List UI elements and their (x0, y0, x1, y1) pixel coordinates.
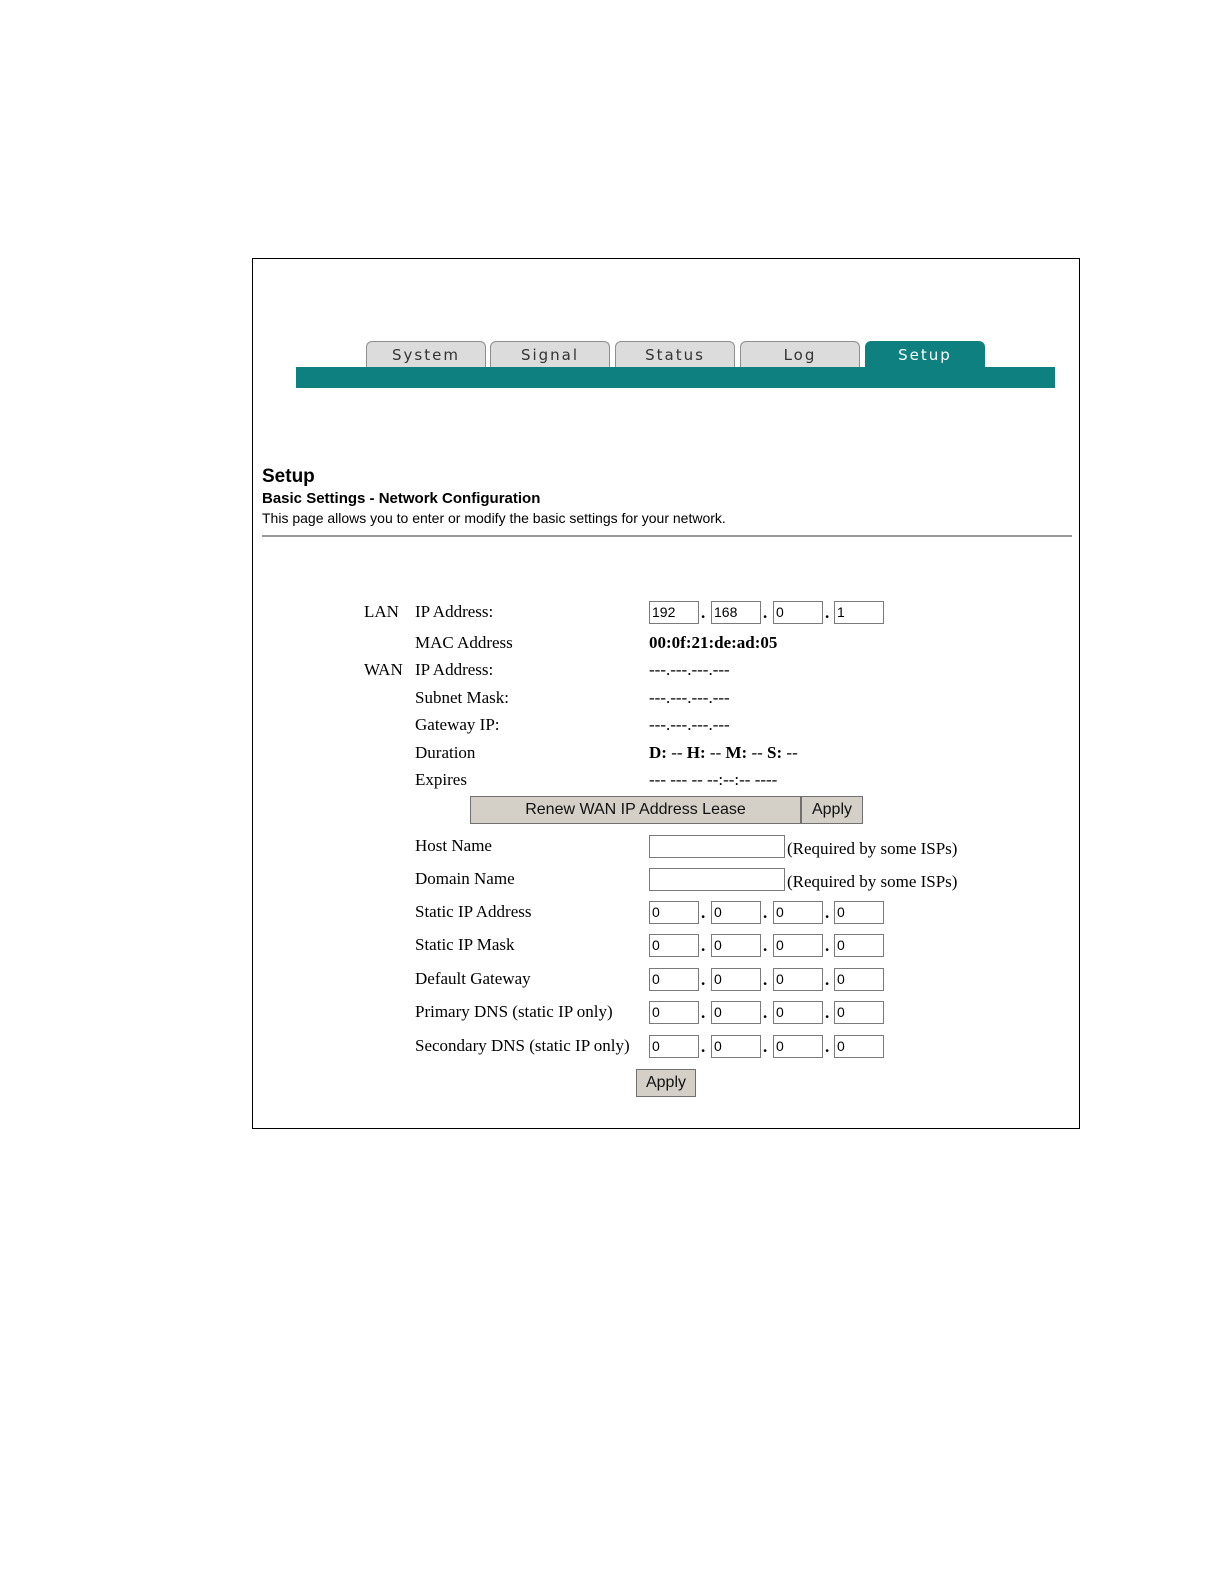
default-gateway-label: Default Gateway (415, 969, 531, 988)
static-mask-octet-2[interactable]: 0 (711, 934, 761, 957)
dot-separator: . (701, 603, 706, 622)
dot-separator: . (701, 936, 706, 955)
secondary-dns-octet-2[interactable]: 0 (711, 1035, 761, 1058)
static-mask-label: Static IP Mask (415, 935, 515, 954)
page-description: This page allows you to enter or modify the basic settings for your network. (262, 510, 726, 526)
nav-bar (296, 367, 1055, 388)
duration-hours-label: H: (686, 743, 706, 762)
tab-setup[interactable]: Setup (865, 341, 985, 367)
secondary-dns-octet-1[interactable]: 0 (649, 1035, 699, 1058)
gateway-ip-value: ---.---.---.--- (649, 715, 730, 734)
duration-days-label: D: (649, 743, 667, 762)
static-ip-label: Static IP Address (415, 902, 532, 921)
dot-separator: . (701, 970, 706, 989)
secondary-dns-octet-3[interactable]: 0 (773, 1035, 823, 1058)
page-title: Setup (262, 466, 315, 487)
dot-separator: . (701, 903, 706, 922)
duration-minutes-value: -- (751, 743, 763, 762)
static-mask-octet-3[interactable]: 0 (773, 934, 823, 957)
domain-name-required-note: (Required by some ISPs) (787, 872, 958, 891)
lan-ip-octet-1[interactable]: 192 (649, 601, 699, 624)
primary-dns-octet-3[interactable]: 0 (773, 1001, 823, 1024)
dot-separator: . (763, 970, 768, 989)
secondary-dns-label: Secondary DNS (static IP only) (415, 1036, 630, 1055)
domain-name-input[interactable] (649, 868, 785, 891)
tab-system[interactable]: System (366, 341, 486, 367)
host-name-label: Host Name (415, 836, 492, 855)
static-ip-octet-3[interactable]: 0 (773, 901, 823, 924)
lan-ip-octet-2[interactable]: 168 (711, 601, 761, 624)
dot-separator: . (825, 1037, 830, 1056)
static-ip-octet-2[interactable]: 0 (711, 901, 761, 924)
renew-wan-lease-button[interactable]: Renew WAN IP Address Lease (470, 796, 801, 824)
tab-status[interactable]: Status (615, 341, 735, 367)
dot-separator: . (701, 1003, 706, 1022)
default-gateway-octet-2[interactable]: 0 (711, 968, 761, 991)
wan-label: WAN (364, 660, 403, 679)
subnet-mask-value: ---.---.---.--- (649, 688, 730, 707)
default-gateway-octet-1[interactable]: 0 (649, 968, 699, 991)
lan-ip-label: IP Address: (415, 602, 494, 621)
host-name-input[interactable] (649, 835, 785, 858)
renew-apply-button[interactable]: Apply (801, 796, 863, 824)
lan-ip-octet-3[interactable]: 0 (773, 601, 823, 624)
dot-separator: . (763, 1037, 768, 1056)
duration-days-value: -- (671, 743, 683, 762)
duration-hours-value: -- (709, 743, 722, 762)
wan-ip-value: ---.---.---.--- (649, 660, 730, 679)
duration-minutes-label: M: (725, 743, 748, 762)
lan-ip-octet-4[interactable]: 1 (834, 601, 884, 624)
default-gateway-octet-4[interactable]: 0 (834, 968, 884, 991)
default-gateway-octet-3[interactable]: 0 (773, 968, 823, 991)
duration-value (649, 743, 798, 763)
mac-address-value: 00:0f:21:de:ad:05 (649, 633, 778, 652)
static-ip-octet-4[interactable]: 0 (834, 901, 884, 924)
dot-separator: . (763, 603, 768, 622)
dot-separator: . (825, 903, 830, 922)
divider (262, 535, 1072, 537)
dot-separator: . (763, 1003, 768, 1022)
subnet-mask-label: Subnet Mask: (415, 688, 509, 707)
expires-label: Expires (415, 770, 467, 789)
expires-value: --- --- -- --:--:-- ---- (649, 770, 778, 789)
dot-separator: . (825, 1003, 830, 1022)
tab-log[interactable]: Log (740, 341, 860, 367)
primary-dns-octet-4[interactable]: 0 (834, 1001, 884, 1024)
duration-seconds-label: S: (767, 743, 783, 762)
dot-separator: . (701, 1037, 706, 1056)
gateway-ip-label: Gateway IP: (415, 715, 500, 734)
dot-separator: . (825, 970, 830, 989)
duration-label: Duration (415, 743, 476, 762)
wan-ip-label: IP Address: (415, 660, 494, 679)
tab-signal[interactable]: Signal (490, 341, 610, 367)
primary-dns-octet-1[interactable]: 0 (649, 1001, 699, 1024)
dot-separator: . (825, 603, 830, 622)
secondary-dns-octet-4[interactable]: 0 (834, 1035, 884, 1058)
primary-dns-octet-2[interactable]: 0 (711, 1001, 761, 1024)
static-mask-octet-1[interactable]: 0 (649, 934, 699, 957)
primary-dns-label: Primary DNS (static IP only) (415, 1002, 613, 1021)
host-name-required-note: (Required by some ISPs) (787, 839, 958, 858)
mac-address-label: MAC Address (415, 633, 513, 652)
apply-button[interactable]: Apply (636, 1069, 696, 1097)
page-subtitle: Basic Settings - Network Configuration (262, 490, 541, 507)
static-mask-octet-4[interactable]: 0 (834, 934, 884, 957)
dot-separator: . (825, 936, 830, 955)
lan-label: LAN (364, 602, 399, 621)
static-ip-octet-1[interactable]: 0 (649, 901, 699, 924)
duration-seconds-value: -- (786, 743, 798, 762)
dot-separator: . (763, 903, 768, 922)
domain-name-label: Domain Name (415, 869, 515, 888)
dot-separator: . (763, 936, 768, 955)
